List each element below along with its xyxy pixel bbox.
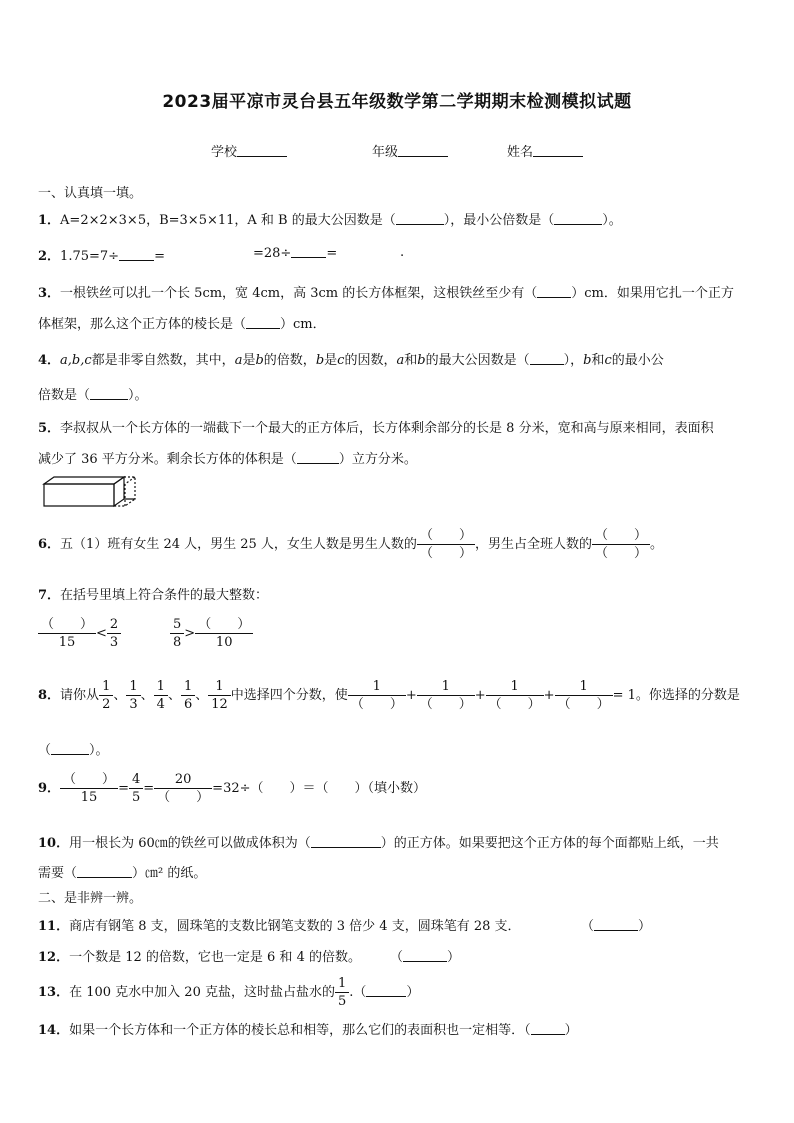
denominator: （ ） — [348, 695, 406, 711]
question-text: ） — [406, 985, 420, 1000]
denominator: （ ） — [417, 544, 475, 560]
question-5-line-2 — [38, 448, 417, 467]
denominator: 15 — [60, 788, 118, 804]
comparison-sign: > — [184, 626, 196, 641]
question-number: 7． — [38, 588, 61, 603]
question-number: 4． — [38, 353, 61, 368]
plus-sign: + — [405, 688, 417, 703]
question-text: 李叔叔从一个长方体的一端截下一个最大的正方体后，长方体剩余部分的长是 8 分米，宽和高与原来相同，表面积 — [60, 421, 714, 436]
question-number: 6． — [38, 537, 61, 552]
question-text: 和 — [591, 353, 605, 368]
answer-blank — [537, 285, 571, 298]
school-label: 学校 — [211, 145, 238, 160]
question-2-end: . — [400, 245, 405, 260]
fraction — [38, 618, 96, 649]
question-number: 12． — [38, 950, 70, 965]
answer-blank — [311, 835, 381, 848]
numerator: 5 — [173, 617, 182, 632]
question-text: = — [326, 246, 338, 261]
fraction — [129, 773, 143, 804]
question-text: =32÷（ ）＝（ ）（填小数） — [212, 781, 426, 796]
question-text: = — [154, 249, 165, 264]
math-variable: b — [583, 353, 592, 368]
grade-field — [372, 141, 448, 160]
question-number: 1． — [38, 213, 61, 228]
denominator: 5 — [129, 788, 143, 804]
numerator: 4 — [131, 772, 141, 787]
question-text: ），最小公倍数是（ — [443, 213, 555, 228]
fraction — [335, 977, 349, 1008]
question-4-line-1 — [38, 349, 664, 368]
answer-blank — [530, 352, 564, 365]
question-text: 。 — [649, 537, 663, 552]
denominator: 12 — [208, 695, 231, 711]
paren-close: ） — [638, 919, 652, 934]
math-variable: a,b,c — [60, 353, 92, 368]
answer-blank — [594, 918, 638, 931]
question-text: 请你从 — [60, 688, 100, 703]
paren-open: （ — [390, 950, 404, 965]
denominator: （ ） — [154, 788, 212, 804]
math-variable: b — [315, 353, 325, 368]
separator: 、 — [113, 688, 127, 703]
question-9 — [38, 773, 426, 804]
question-8-line-1 — [38, 680, 740, 711]
question-5-line-1 — [38, 417, 714, 436]
paren-close: ） — [564, 1023, 578, 1038]
numerator: 1 — [372, 679, 381, 694]
answer-blank — [119, 248, 154, 261]
question-number: 5． — [38, 421, 61, 436]
question-text: ）。 — [128, 388, 148, 403]
question-text: 在括号里填上符合条件的最大整数： — [60, 588, 269, 603]
question-6 — [38, 524, 663, 566]
question-10-line-2 — [38, 862, 206, 881]
numerator: （ ） — [63, 772, 116, 787]
numerator: （ ） — [41, 617, 94, 632]
question-text: 需要（ — [38, 866, 78, 881]
fraction — [60, 773, 118, 804]
question-text: 体框架，那么这个正方体的棱长是（ — [38, 317, 247, 332]
school-field — [211, 141, 287, 160]
question-text: ）。 — [602, 213, 622, 228]
question-text: .（ — [349, 985, 367, 1000]
question-number: 9． — [38, 781, 61, 796]
question-text: 一个数是 12 的倍数，它也一定是 6 和 4 的倍数。 — [69, 950, 361, 965]
question-7-inequality-1 — [38, 618, 121, 649]
denominator: 3 — [107, 633, 121, 649]
question-text: 用一根长为 60㎝的铁丝可以做成体积为（ — [69, 836, 311, 851]
name-label: 姓名 — [507, 145, 534, 160]
question-11-answer — [581, 915, 651, 934]
denominator: （ ） — [486, 695, 544, 711]
question-text: （ — [38, 743, 52, 758]
question-text: 的倍数， — [263, 353, 316, 368]
cuboid-figure — [40, 474, 142, 510]
section-heading-2: 二、是非辨一辨。 — [38, 891, 143, 906]
numerator: 1 — [156, 679, 165, 694]
question-text: 是 — [324, 353, 338, 368]
question-text: 。你选择的分数是 — [635, 688, 740, 703]
question-number: 2． — [38, 249, 61, 264]
fraction-blank — [348, 680, 406, 711]
numerator: 1 — [510, 679, 519, 694]
question-2 — [38, 245, 165, 264]
separator: 、 — [195, 688, 209, 703]
question-11 — [38, 915, 521, 934]
answer-blank — [90, 387, 128, 400]
fraction — [208, 680, 231, 711]
question-12-answer — [390, 946, 460, 965]
question-number: 14． — [38, 1023, 70, 1038]
question-text: 的最大公因数是（ — [425, 353, 530, 368]
question-number: 8． — [38, 688, 61, 703]
question-text: ）立方分米。 — [338, 452, 417, 467]
denominator: 4 — [154, 695, 168, 711]
question-text: 一根铁丝可以扎一个长 5cm，宽 4cm，高 3cm 的长方体框架，这根铁丝至少有（ — [60, 286, 538, 301]
question-7-inequality-2 — [170, 618, 253, 649]
page-title: 2023届平凉市灵台县五年级数学第二学期期末检测模拟试题 — [162, 92, 632, 112]
answer-blank — [51, 742, 89, 755]
denominator: （ ） — [555, 695, 613, 711]
denominator: 5 — [335, 992, 349, 1008]
question-text: ）， — [563, 353, 584, 368]
numerator: （ ） — [594, 528, 647, 543]
paren-close: ） — [447, 950, 461, 965]
plus-sign: + — [474, 688, 486, 703]
question-1 — [38, 209, 622, 228]
question-number: 11． — [38, 919, 70, 934]
question-4-line-2 — [38, 384, 148, 403]
question-10-line-1 — [38, 832, 719, 851]
question-text: 五（1）班有女生 24 人，男生 25 人，女生人数是男生人数的 — [60, 537, 417, 552]
denominator: （ ） — [592, 544, 650, 560]
denominator: 3 — [126, 695, 140, 711]
numerator: 1 — [337, 976, 347, 991]
denominator: 15 — [38, 633, 96, 649]
question-3-line-2 — [38, 313, 326, 332]
question-text: ）cm．如果用它扎一个正方 — [571, 286, 734, 301]
equals-sign: = — [118, 781, 129, 796]
question-14 — [38, 1019, 578, 1038]
math-variable: c — [604, 353, 612, 368]
numerator: 1 — [215, 679, 224, 694]
numerator: （ ） — [419, 528, 472, 543]
equals-sign: = — [143, 781, 155, 796]
denominator: 8 — [170, 633, 184, 649]
answer-blank — [297, 451, 339, 464]
math-variable: c — [337, 353, 345, 368]
question-text: 的最小公 — [611, 353, 664, 368]
question-text: =28÷ — [253, 246, 292, 261]
numerator: 1 — [102, 679, 111, 694]
numerator: （ ） — [198, 617, 251, 632]
name-field — [507, 141, 583, 160]
answer-blank — [396, 212, 444, 225]
question-number: 13． — [38, 985, 70, 1000]
question-13 — [38, 973, 419, 1013]
separator: 、 — [167, 688, 181, 703]
question-number: 10． — [38, 836, 70, 851]
fraction — [126, 680, 140, 711]
question-12 — [38, 946, 361, 965]
denominator: 10 — [195, 633, 253, 649]
question-text: ）㎝² 的纸。 — [132, 866, 207, 881]
plus-sign: + — [543, 688, 555, 703]
numerator: 2 — [109, 617, 119, 632]
fraction-blank — [592, 529, 650, 560]
answer-blank — [403, 949, 447, 962]
math-variable: a — [396, 353, 405, 368]
question-text: 倍数是（ — [38, 388, 91, 403]
question-8-line-2 — [38, 739, 109, 758]
fraction — [195, 618, 253, 649]
question-7 — [38, 584, 268, 603]
comparison-sign: < — [96, 626, 107, 641]
question-text: 的因数， — [344, 353, 397, 368]
answer-blank — [77, 865, 132, 878]
question-text: 中选择四个分数，使 — [230, 688, 348, 703]
numerator: 1 — [183, 679, 193, 694]
question-text: ，男生占全班人数的 — [474, 537, 592, 552]
question-2-part-2 — [253, 245, 337, 261]
answer-blank — [291, 245, 326, 258]
numerator: 1 — [441, 679, 450, 694]
question-number: 3． — [38, 286, 61, 301]
numerator: 1 — [579, 679, 588, 694]
denominator: 6 — [181, 695, 195, 711]
question-text: 商店有钢笔 8 支，圆珠笔的支数比钢笔支数的 3 倍少 4 支，圆珠笔有 28 支． — [69, 919, 521, 934]
grade-blank — [398, 144, 448, 157]
question-text: 在 100 克水中加入 20 克盐，这时盐占盐水的 — [69, 985, 335, 1000]
question-text: A=2×2×3×5，B=3×5×11，A 和 B 的最大公因数是（ — [60, 213, 396, 228]
fraction — [99, 680, 113, 711]
math-variable: b — [417, 353, 426, 368]
question-text: ）的正方体。如果要把这个正方体的每个面都贴上纸，一共 — [380, 836, 719, 851]
math-variable: b — [255, 353, 264, 368]
name-blank — [533, 144, 583, 157]
fraction-blank — [417, 680, 475, 711]
answer-blank — [366, 984, 406, 997]
section-heading-1: 一、认真填一填。 — [38, 186, 143, 201]
question-text: ）cm． — [280, 317, 326, 332]
denominator: 2 — [99, 695, 113, 711]
answer-blank — [554, 212, 602, 225]
math-variable: a — [234, 353, 243, 368]
question-3-line-1 — [38, 282, 734, 301]
fraction — [154, 773, 212, 804]
school-blank — [237, 144, 287, 157]
question-text: 如果一个长方体和一个正方体的棱长总和相等，那么它们的表面积也一定相等．（ — [69, 1023, 531, 1038]
question-text: 1.75=7÷ — [60, 249, 120, 264]
fraction — [107, 618, 121, 649]
question-text: ）。 — [89, 743, 109, 758]
separator: 、 — [140, 688, 154, 703]
question-text: 都是非零自然数，其中， — [91, 353, 235, 368]
denominator: （ ） — [417, 695, 475, 711]
question-text: 是 — [242, 353, 256, 368]
fraction-blank — [555, 680, 613, 711]
fraction — [170, 618, 184, 649]
grade-label: 年级 — [372, 145, 399, 160]
question-text: 减少了 36 平方分米。剩余长方体的体积是（ — [38, 452, 297, 467]
equals-sign: = 1 — [612, 688, 636, 703]
numerator: 1 — [129, 679, 138, 694]
question-text: 和 — [404, 353, 418, 368]
paren-open: （ — [581, 919, 595, 934]
numerator: 20 — [174, 772, 192, 787]
fraction-blank — [417, 529, 475, 560]
fraction — [154, 680, 168, 711]
fraction-blank — [486, 680, 544, 711]
fraction — [181, 680, 195, 711]
answer-blank — [246, 316, 280, 329]
answer-blank — [531, 1022, 565, 1035]
